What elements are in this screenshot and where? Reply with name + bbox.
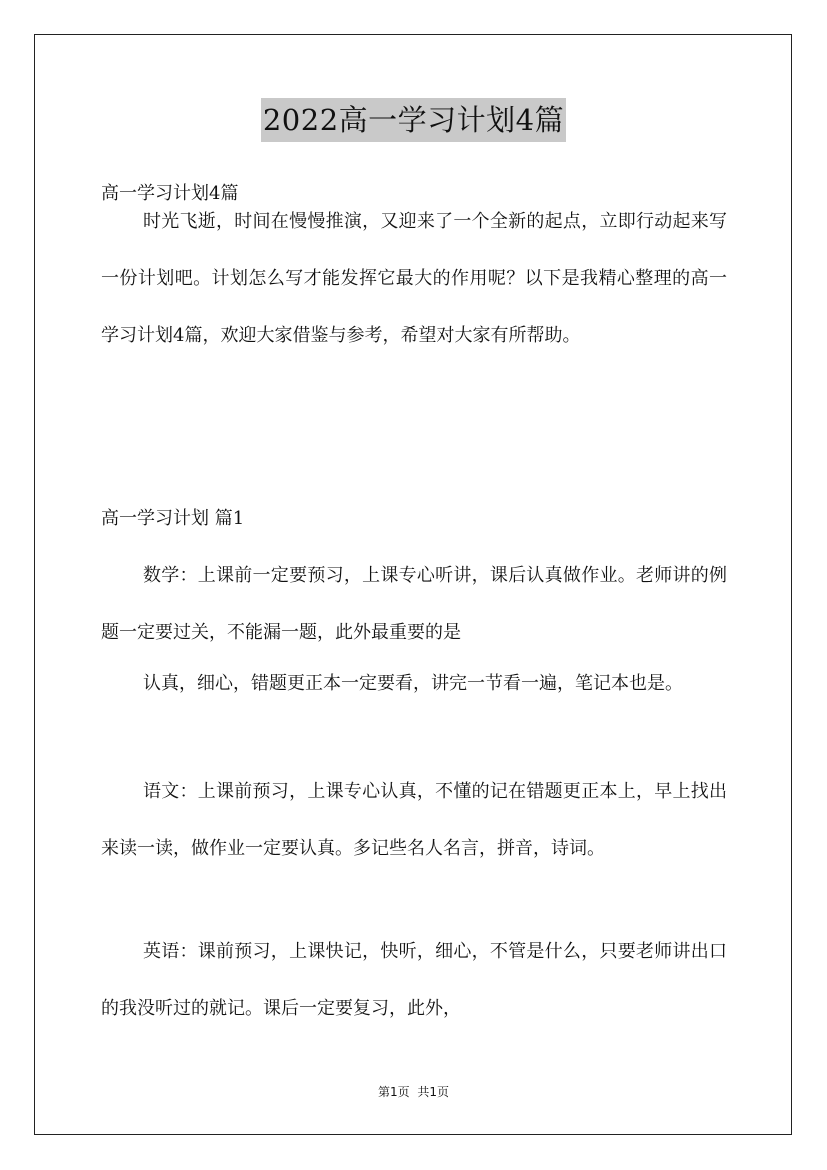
- english-paragraph: 英语：课前预习，上课快记，快听，细心，不管是什么，只要老师讲出口的我没听过的就记。课后一定要复习，此外，: [101, 941, 727, 1019]
- section1-heading: 高一学习计划 篇1: [101, 508, 245, 529]
- page-number-current: 第1页: [378, 1085, 410, 1099]
- intro-paragraph: 时光飞逝，时间在慢慢推演，又迎来了一个全新的起点，立即行动起来写一份计划吧。计划怎么写才能发挥它最大的作用呢？以下是我精心整理的高一学习计划4篇，欢迎大家借鉴与参考，希望对大家有所帮助。: [101, 211, 727, 346]
- title-container: [0, 98, 827, 142]
- chinese-paragraph: 语文：上课前预习，上课专心认真，不懂的记在错题更正本上，早上找出来读一读，做作业一定要认真。多记些名人名言，拼音，诗词。: [101, 781, 727, 859]
- document-title: 2022高一学习计划4篇: [261, 98, 566, 142]
- page-number-total: 共1页: [417, 1085, 449, 1099]
- math-paragraph-continued: 认真，细心，错题更正本一定要看，讲完一节看一遍，笔记本也是。: [143, 673, 683, 694]
- page-footer: [0, 1083, 827, 1101]
- math-paragraph: 数学：上课前一定要预习，上课专心听讲，课后认真做作业。老师讲的例题一定要过关，不能漏一题，此外最重要的是: [101, 565, 727, 643]
- section-heading-main: 高一学习计划4篇: [101, 183, 239, 204]
